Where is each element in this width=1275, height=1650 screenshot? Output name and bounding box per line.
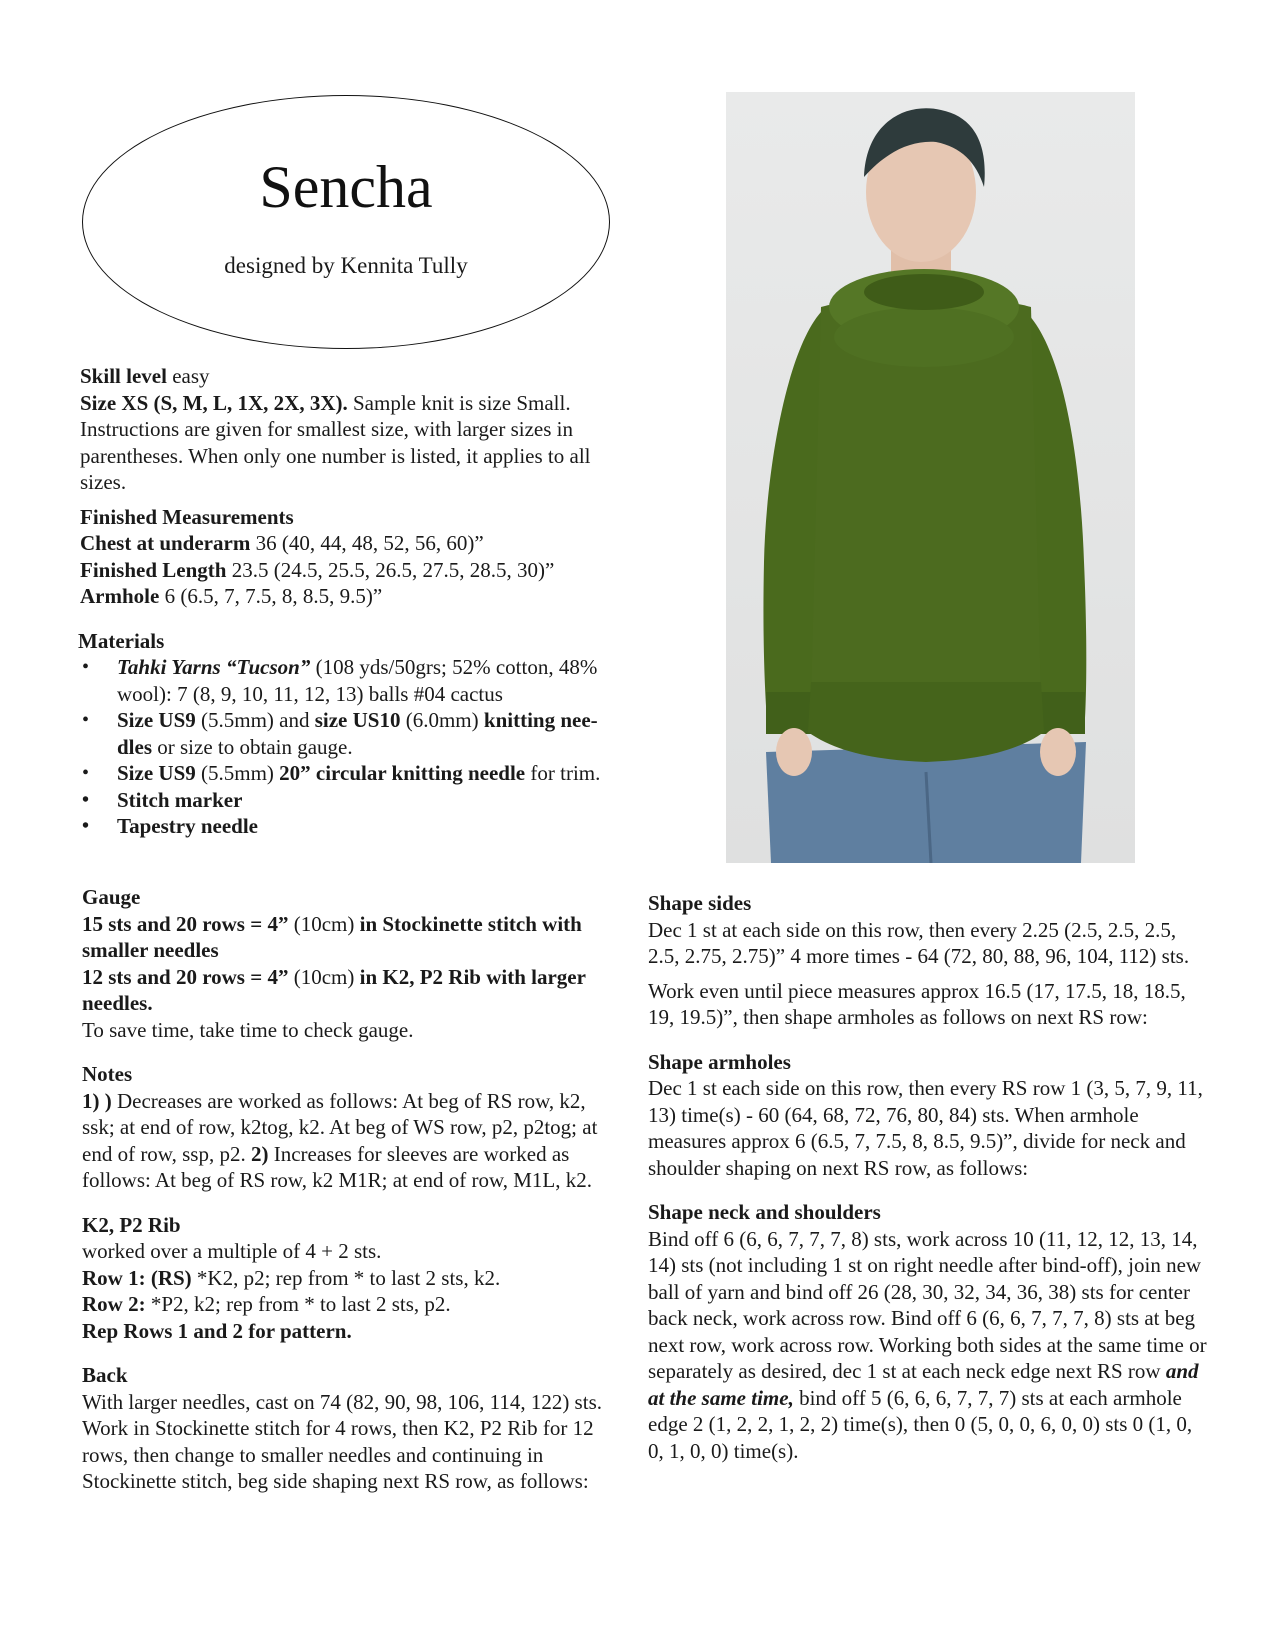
- sides-text-2: Work even until piece measures approx 16.5 (17, 17.5, 18, 18.5, 19, 19.5)”, then shape armholes as follows on next RS row:: [648, 978, 1186, 1029]
- neck-heading: Shape neck and shoulders: [648, 1200, 881, 1224]
- materials-needles: • Size US9 (5.5mm) and size US10 (6.0mm) knitting needles or size to obtain gauge.: [117, 707, 620, 760]
- rib-row-2: Row 2: *P2, k2; rep from * to last 2 sts, p2.: [82, 1292, 451, 1316]
- measurement-length: Finished Length 23.5 (24.5, 25.5, 26.5, 27.5, 28.5, 30)”: [80, 557, 555, 582]
- gauge-rib: 12 sts and 20 rows = 4” (10cm) in K2, P2 Rib with larger needles.: [82, 964, 586, 1015]
- notes-heading: Notes: [82, 1062, 133, 1086]
- materials-heading: Materials: [78, 628, 165, 653]
- armholes-heading: Shape armholes: [648, 1049, 791, 1074]
- rib-repeat: Rep Rows 1 and 2 for pattern.: [82, 1318, 352, 1343]
- materials-circular-needle: • Size US9 (5.5mm) 20” circular knitting needle for trim.: [117, 760, 620, 787]
- materials-tapestry: • Tapestry needle: [117, 813, 620, 840]
- back-heading: Back: [82, 1363, 128, 1387]
- notes-text: 1) ) Decreases are worked as follows: At beg of RS row, k2, ssk; at end of row, k2tog, k2. At beg of WS row, p2, p2tog; at end of row, ssp, p2. 2) Increases for sleeves are worked as follows: At beg of RS row, k2 M1R; at end of row, M1L, k2.: [82, 1088, 598, 1192]
- measurement-chest: Chest at underarm 36 (40, 44, 48, 52, 56, 60)”: [80, 531, 484, 555]
- materials-marker: • Stitch marker: [117, 787, 620, 814]
- pattern-title: Sencha: [259, 154, 433, 220]
- designer-credit: designed by Kennita Tully: [224, 253, 468, 278]
- model-photo: [726, 92, 1135, 863]
- left-column-top: [80, 363, 620, 840]
- measurements-heading: Finished Measurements: [80, 504, 294, 529]
- neck-text: Bind off 6 (6, 6, 7, 7, 7, 8) sts, work across 10 (11, 12, 12, 13, 14, 14) sts (not including 1 st on right needle after bind-off), join new ball of yarn and bind off 26 (28, 30, 32, 34, 36, 38) sts for center back neck, work across row. Bind off 6 (6, 6, 7, 7, 7, 8) sts at beg next row, work across row. Working both sides at the same time or separately as desired, dec 1 st at each neck edge next RS row and at the same time, bind off 5 (6, 6, 6, 7, 7, 7) sts at each armhole edge 2 (1, 2, 2, 1, 2, 2) time(s), then 0 (5, 0, 0, 6, 0, 0) sts 0 (1, 0, 0, 1, 0, 0) time(s).: [648, 1226, 1207, 1463]
- materials-list: [80, 654, 620, 840]
- materials-yarn: • Tahki Yarns “Tucson” (108 yds/50grs; 52% cotton, 48% wool): 7 (8, 9, 10, 11, 12, 13) balls #04 cactus: [117, 654, 620, 707]
- title-oval: [82, 95, 610, 349]
- skill-level: Skill level easy: [80, 364, 210, 388]
- gauge-stockinette: 15 sts and 20 rows = 4” (10cm) in Stockinette stitch with smaller needles: [82, 911, 582, 962]
- sweater-model-illustration: [726, 92, 1135, 863]
- rib-row-1: Row 1: (RS) *K2, p2; rep from * to last 2 sts, k2.: [82, 1265, 501, 1290]
- gauge-heading: Gauge: [82, 885, 141, 909]
- size-info: Size XS (S, M, L, 1X, 2X, 3X). Sample knit is size Small. Instructions are given for smallest size, with larger sizes in parentheses. When only one number is listed, it applies to all sizes.: [80, 390, 591, 494]
- sides-heading: Shape sides: [648, 891, 752, 915]
- measurement-armhole: Armhole 6 (6.5, 7, 7.5, 8, 8.5, 9.5)”: [80, 584, 383, 608]
- sides-text-1: Dec 1 st at each side on this row, then every 2.25 (2.5, 2.5, 2.5, 2.5, 2.75, 2.75)” 4 more times - 64 (72, 80, 88, 96, 104, 112) sts.: [648, 917, 1190, 968]
- rib-heading: K2, P2 Rib: [82, 1212, 181, 1237]
- armholes-text: Dec 1 st each side on this row, then every RS row 1 (3, 5, 7, 9, 11, 13) time(s) - 60 (64, 68, 72, 76, 80, 84) sts. When armhole measures approx 6 (6.5, 7, 7.5, 8, 8.5, 9.5)”, divide for neck and shoulder shaping on next RS row, as follows:: [648, 1076, 1203, 1180]
- right-column: [648, 890, 1208, 1464]
- left-column-bottom: [82, 884, 622, 1495]
- gauge-note: To save time, take time to check gauge.: [82, 1017, 414, 1042]
- rib-intro: worked over a multiple of 4 + 2 sts.: [82, 1239, 382, 1263]
- back-text: With larger needles, cast on 74 (82, 90, 98, 106, 114, 122) sts. Work in Stockinette stitch for 4 rows, then K2, P2 Rib for 12 rows, then change to smaller needles and continuing in Stockinette stitch, beg side shaping next RS row, as follows:: [82, 1389, 602, 1493]
